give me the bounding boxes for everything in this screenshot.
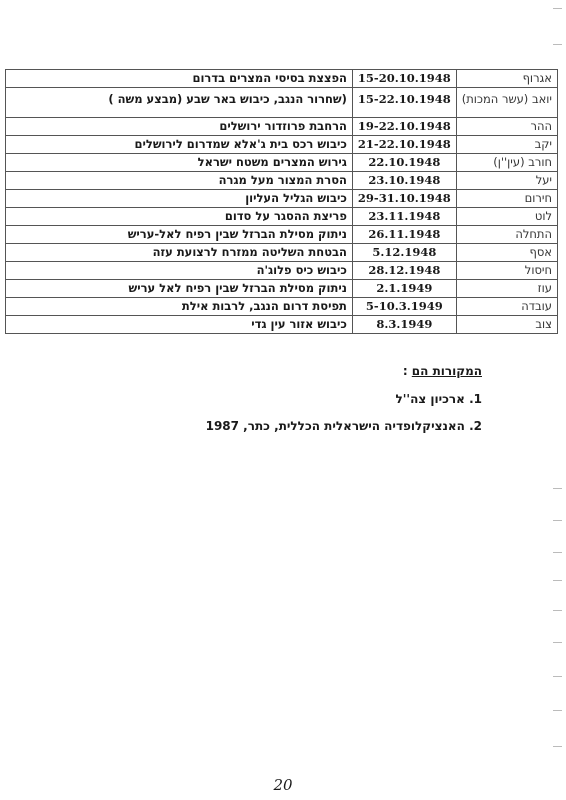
operation-goal: כיבוש אזור עין גדי (6, 316, 353, 334)
operation-goal: פריצת ההסגר על סדום (6, 208, 353, 226)
operation-date: 5-10.3.1949 (352, 298, 456, 316)
operation-date: 15-22.10.1948 (352, 88, 456, 118)
operation-goal: הבטחת השליטה ממזרח לרצועת עזה (6, 244, 353, 262)
operation-name: לוט (456, 208, 557, 226)
operation-name: עובדה (456, 298, 557, 316)
operation-date: 29-31.10.1948 (352, 190, 456, 208)
margin-mark (553, 8, 562, 9)
sources-list (206, 392, 482, 433)
operation-row (6, 226, 558, 244)
operation-row (6, 118, 558, 136)
operation-row (6, 280, 558, 298)
operation-date: 5.12.1948 (352, 244, 456, 262)
operation-name: יואב (עשר המכות) (456, 88, 557, 118)
operation-row (6, 172, 558, 190)
operation-date: 2.1.1949 (352, 280, 456, 298)
operation-row (6, 88, 558, 118)
operation-row (6, 244, 558, 262)
operation-row (6, 190, 558, 208)
operation-date: 8.3.1949 (352, 316, 456, 334)
operation-date: 23.11.1948 (352, 208, 456, 226)
operation-row (6, 208, 558, 226)
operation-row (6, 154, 558, 172)
operation-date: 28.12.1948 (352, 262, 456, 280)
sources-title-colon: : (402, 364, 412, 378)
source-item: 1. ארכיון צה''ל (395, 392, 482, 406)
operation-name: צוב (456, 316, 557, 334)
sources-heading (206, 364, 482, 378)
operation-row (6, 262, 558, 280)
operation-goal: גירוש המצרים משטח ישראל (6, 154, 353, 172)
operation-goal: (שחרור הנגב, כיבוש באר שבע (מבצע משה ) (6, 88, 353, 118)
margin-mark (553, 520, 562, 521)
operation-name: ההר (456, 118, 557, 136)
operation-goal: כיבוש כיס פלוג'ה (6, 262, 353, 280)
operation-date: 19-22.10.1948 (352, 118, 456, 136)
operation-date: 23.10.1948 (352, 172, 456, 190)
operation-row (6, 136, 558, 154)
operation-goal: כיבוש הגליל העליון (6, 190, 353, 208)
margin-mark (553, 710, 562, 711)
operation-row (6, 298, 558, 316)
operation-goal: כיבוש רכס בית ג'אלא שמדרום לירושלים (6, 136, 353, 154)
source-item: 2. האנציקלופדיה הישראלית הכללית, כתר, 1987 (205, 419, 482, 433)
operation-name: אגרוף (456, 70, 557, 88)
operation-date: 22.10.1948 (352, 154, 456, 172)
operation-name: יעל (456, 172, 557, 190)
operation-goal: הפצצת בסיסי המצרים בדרום (6, 70, 353, 88)
operation-goal: תפיסת דרום הנגב, לרבות אילת (6, 298, 353, 316)
margin-mark (553, 488, 562, 489)
margin-mark (553, 610, 562, 611)
operation-date: 21-22.10.1948 (352, 136, 456, 154)
operation-name: עוז (456, 280, 557, 298)
operation-name: חורב (עין''ן) (456, 154, 557, 172)
operation-name: חירום (456, 190, 557, 208)
operation-name: חיסול (456, 262, 557, 280)
page-number: 20 (273, 776, 293, 794)
operation-goal: הרחבת פרוזדור ירושלים (6, 118, 353, 136)
operation-date: 26.11.1948 (352, 226, 456, 244)
margin-mark (553, 746, 562, 747)
operation-goal: הסרת המצור מעל מגרה (6, 172, 353, 190)
operation-name: התחלה (456, 226, 557, 244)
margin-mark (553, 552, 562, 553)
operation-name: יקב (456, 136, 557, 154)
sources-title: המקורות הם (411, 364, 482, 378)
operation-row (6, 316, 558, 334)
sources-section (206, 364, 482, 446)
operations-table (5, 69, 558, 334)
operation-goal: ניתוק מסילת הברזל שבין רפיח לאל-עריש (6, 226, 353, 244)
margin-mark (553, 676, 562, 677)
margin-mark (553, 44, 562, 45)
operation-date: 15-20.10.1948 (352, 70, 456, 88)
operation-name: אסף (456, 244, 557, 262)
margin-mark (553, 580, 562, 581)
operation-row (6, 70, 558, 88)
operation-goal: ניתוק מסילת הברזל שבין רפיח לאל עריש (6, 280, 353, 298)
margin-mark (553, 642, 562, 643)
